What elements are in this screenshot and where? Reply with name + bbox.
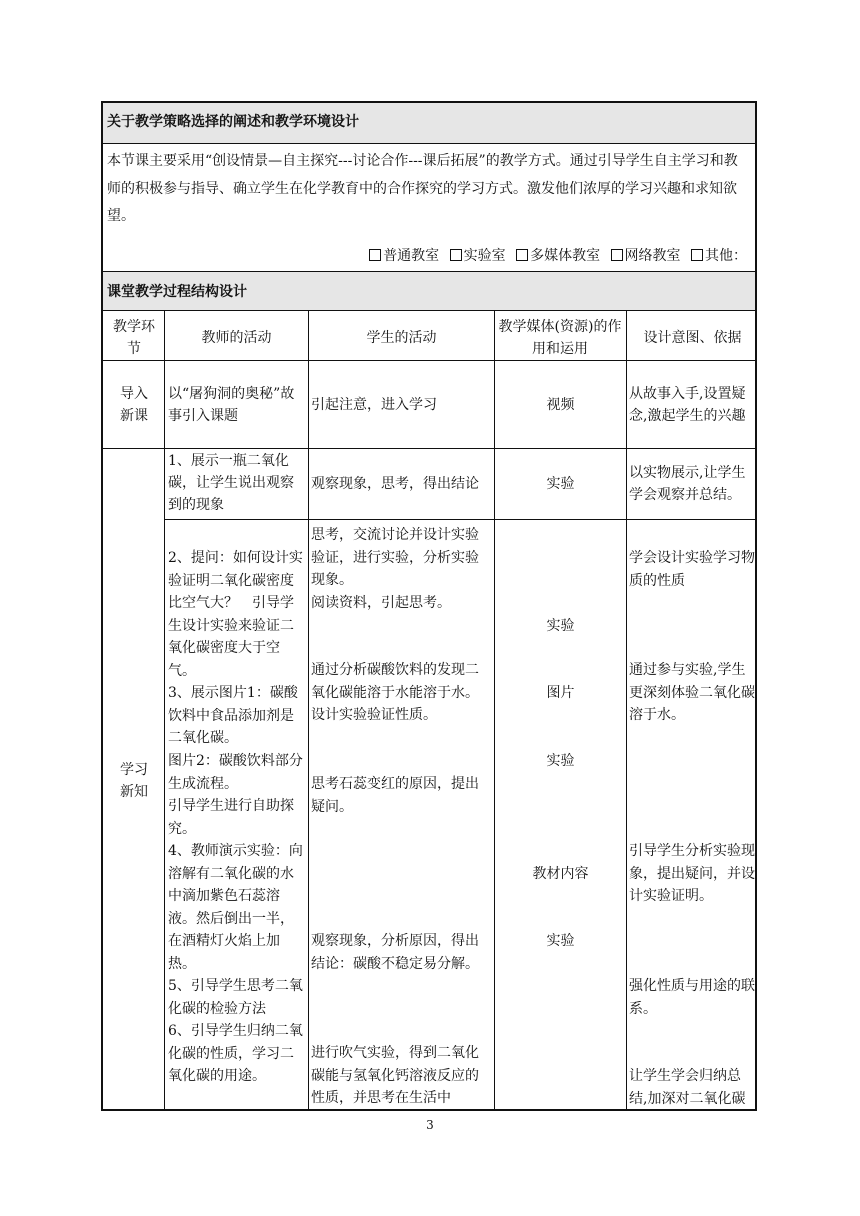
- page-number: 3: [426, 1118, 434, 1132]
- column-divider: [626, 310, 627, 1111]
- row3-media-item: 图片: [546, 685, 575, 701]
- lesson-plan-table: [101, 101, 757, 1111]
- row3-teacher-item: 3、展示图片1：碳酸饮料中食品添加剂是二氧化碳。: [168, 685, 298, 747]
- row3-intent-item: 让学生学会归纳总结,加深对二氧化碳: [629, 1068, 746, 1107]
- column-header-stage: 教学环节: [113, 319, 155, 357]
- row1-teacher: 以“屠狗洞的奥秘”故事引入课题: [168, 386, 295, 424]
- row3-media-item: 实验: [546, 618, 575, 634]
- row1-media: 视频: [546, 397, 575, 413]
- row2-student: 观察现象，思考，得出结论: [311, 476, 479, 492]
- row3-teacher-item: 4、教师演示实验：向溶解有二氧化碳的水中滴加紫色石蕊溶液。然后倒出一半，在酒精灯火焰上加热。: [168, 843, 303, 972]
- strategy-paragraph: 本节课主要采用“创设情景—自主探究---讨论合作---课后拓展”的教学方式。通过引导学生自主学习和教师的积极参与指导、确立学生在化学教育中的合作探究的学习方式。激发他们浓厚的学习兴趣和求知欲望。: [107, 153, 738, 224]
- checkbox-icon[interactable]: [611, 249, 623, 261]
- row3-student-item: 思考，交流讨论并设计实验验证，进行实验，分析实验现象。: [311, 527, 479, 589]
- row3-teacher-item: 6、引导学生归纳二氧化碳的性质，学习二氧化碳的用途。: [168, 1023, 303, 1085]
- column-divider: [308, 310, 309, 1111]
- divider: [103, 360, 755, 361]
- row3-media-item: 实验: [546, 753, 575, 769]
- row3-intent-item: 通过参与实验,学生更深刻体验二氧化碳溶于水。: [629, 662, 755, 724]
- row3-student-item: 思考石蕊变红的原因，提出疑问。: [311, 776, 479, 815]
- row3-intent-item: 引导学生分析实验现象，提出疑问，并设计实验证明。: [629, 843, 755, 905]
- option-other[interactable]: 其他：: [691, 248, 747, 264]
- divider: [103, 310, 755, 311]
- option-network-classroom[interactable]: 网络教室: [611, 248, 681, 264]
- row1-student: 引起注意，进入学习: [311, 397, 437, 413]
- row2-media: 实验: [546, 476, 575, 492]
- option-multimedia-classroom[interactable]: 多媒体教室: [516, 248, 600, 264]
- column-header-student: 学生的活动: [366, 330, 437, 346]
- row3-teacher-item: 2、提问：如何设计实验证明二氧化碳密度比空气大？ 引导学生设计实验来验证二氧化碳密度大于空气。: [168, 550, 303, 679]
- divider: [165, 519, 755, 520]
- row1-intent: 从故事入手,设置疑念,激起学生的兴趣: [629, 386, 746, 424]
- row2-teacher: 1、展示一瓶二氧化碳，让学生说出观察到的现象: [168, 453, 294, 513]
- row3-intent-item: 强化性质与用途的联系。: [629, 978, 755, 1017]
- row3-student-item: 阅读资料，引起思考。: [311, 595, 451, 611]
- environment-options: [363, 245, 747, 265]
- row3-student-item: 观察现象，分析原因，得出结论：碳酸不稳定易分解。: [311, 933, 479, 972]
- checkbox-icon[interactable]: [450, 249, 462, 261]
- row3-student-item: 通过分析碳酸饮料的发现二氧化碳能溶于水能溶于水。设计实验验证性质。: [311, 662, 479, 724]
- row1-stage: 导入新课: [120, 386, 148, 424]
- option-ordinary-classroom[interactable]: 普通教室: [369, 248, 439, 264]
- row3-media-item: 实验: [546, 933, 575, 949]
- row3-teacher-item: 引导学生进行自助探究。: [168, 798, 294, 837]
- column-divider: [494, 310, 495, 1111]
- row3-intent-item: 学会设计实验学习物质的性质: [629, 550, 755, 589]
- column-header-media: 教学媒体(资源)的作用和运用: [498, 319, 622, 357]
- process-heading: 课堂教学过程结构设计: [103, 272, 755, 310]
- row3-teacher-item: 5、引导学生思考二氧化碳的检验方法: [168, 978, 303, 1017]
- row3-stage: 学习新知: [120, 762, 148, 800]
- checkbox-icon[interactable]: [369, 249, 381, 261]
- checkbox-icon[interactable]: [516, 249, 528, 261]
- row2-intent: 以实物展示,让学生学会观察并总结。: [629, 465, 746, 503]
- column-header-intent: 设计意图、依据: [643, 330, 742, 346]
- row3-media-item: 教材内容: [532, 866, 589, 882]
- row3-student-item: 进行吹气实验，得到二氧化碳能与氢氧化钙溶液反应的性质，并思考在生活中: [311, 1045, 479, 1107]
- checkbox-icon[interactable]: [691, 249, 703, 261]
- option-lab[interactable]: 实验室: [450, 248, 506, 264]
- row3-teacher-item: 图片2：碳酸饮料部分生成流程。: [168, 753, 303, 792]
- column-header-teacher: 教师的活动: [201, 330, 272, 346]
- divider: [103, 143, 755, 144]
- divider: [103, 448, 755, 449]
- strategy-heading: 关于教学策略选择的阐述和教学环境设计: [103, 103, 755, 143]
- column-divider: [164, 310, 165, 1111]
